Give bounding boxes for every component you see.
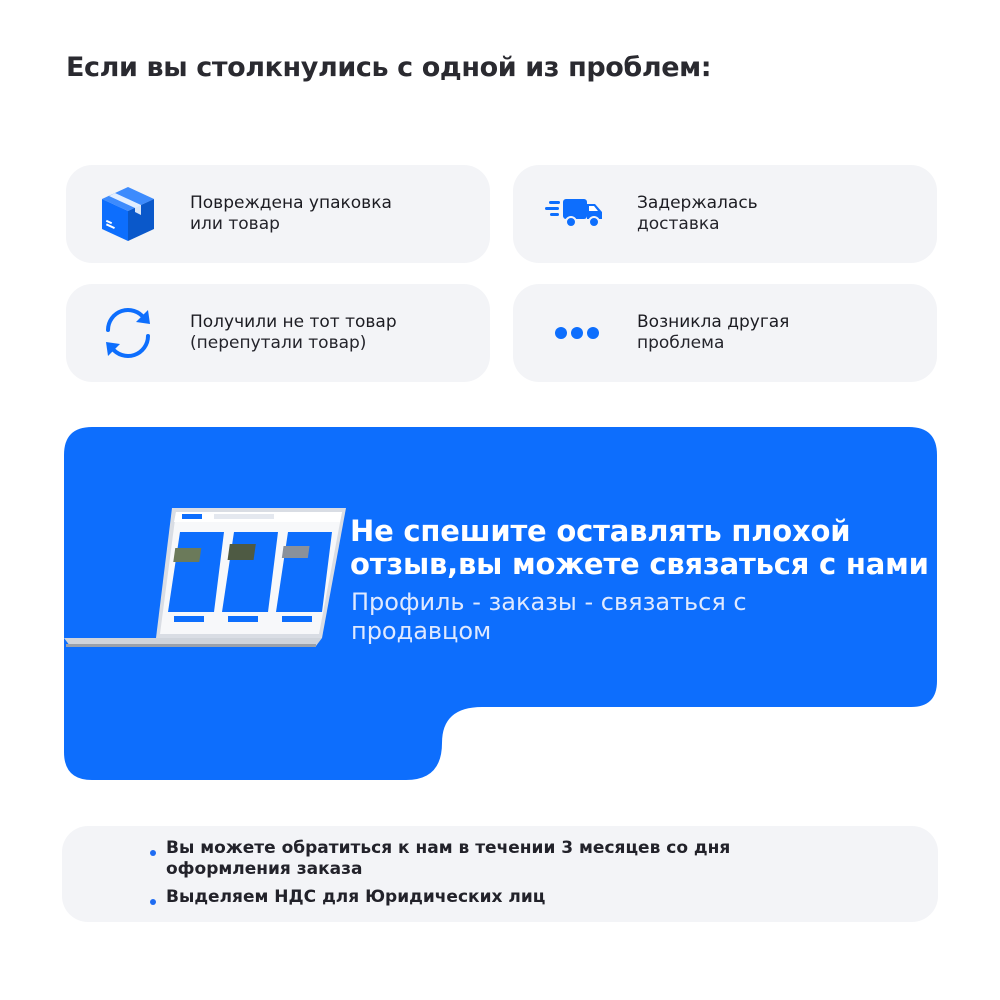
- info-item: Вы можете обратиться к нам в течении 3 месяцев со дня оформления заказа: [166, 838, 866, 880]
- more-dots-icon: [545, 304, 605, 362]
- delivery-truck-icon: [545, 185, 605, 243]
- problem-card-delivery[interactable]: [513, 165, 937, 263]
- problem-title: Получили не тот товар: [190, 312, 397, 332]
- problem-subtitle: (перепутали товар): [190, 333, 367, 353]
- problem-card-wrong-item[interactable]: [66, 284, 490, 382]
- exchange-arrows-icon: [98, 304, 158, 362]
- info-panel: [62, 826, 938, 922]
- problem-card-damaged[interactable]: [66, 165, 490, 263]
- problem-subtitle: проблема: [637, 333, 725, 353]
- laptop-illustration: [64, 500, 350, 650]
- problem-title: Возникла другая: [637, 312, 790, 332]
- banner-title: Не спешите оставлять плохой отзыв,вы можете связаться с нами: [350, 514, 929, 581]
- problem-subtitle: доставка: [637, 214, 720, 234]
- page-heading: Если вы столкнулись с одной из проблем:: [66, 52, 712, 83]
- banner-subtitle: Профиль - заказы - связаться с продавцом: [351, 588, 747, 645]
- problem-title: Повреждена упаковка: [190, 193, 392, 213]
- problem-title: Задержалась: [637, 193, 758, 213]
- bullet-icon: [150, 850, 156, 856]
- problem-card-other[interactable]: [513, 284, 937, 382]
- info-list: [166, 838, 866, 915]
- bullet-icon: [150, 899, 156, 905]
- box-icon: [98, 185, 158, 243]
- problem-subtitle: или товар: [190, 214, 280, 234]
- info-item: Выделяем НДС для Юридических лиц: [166, 887, 866, 908]
